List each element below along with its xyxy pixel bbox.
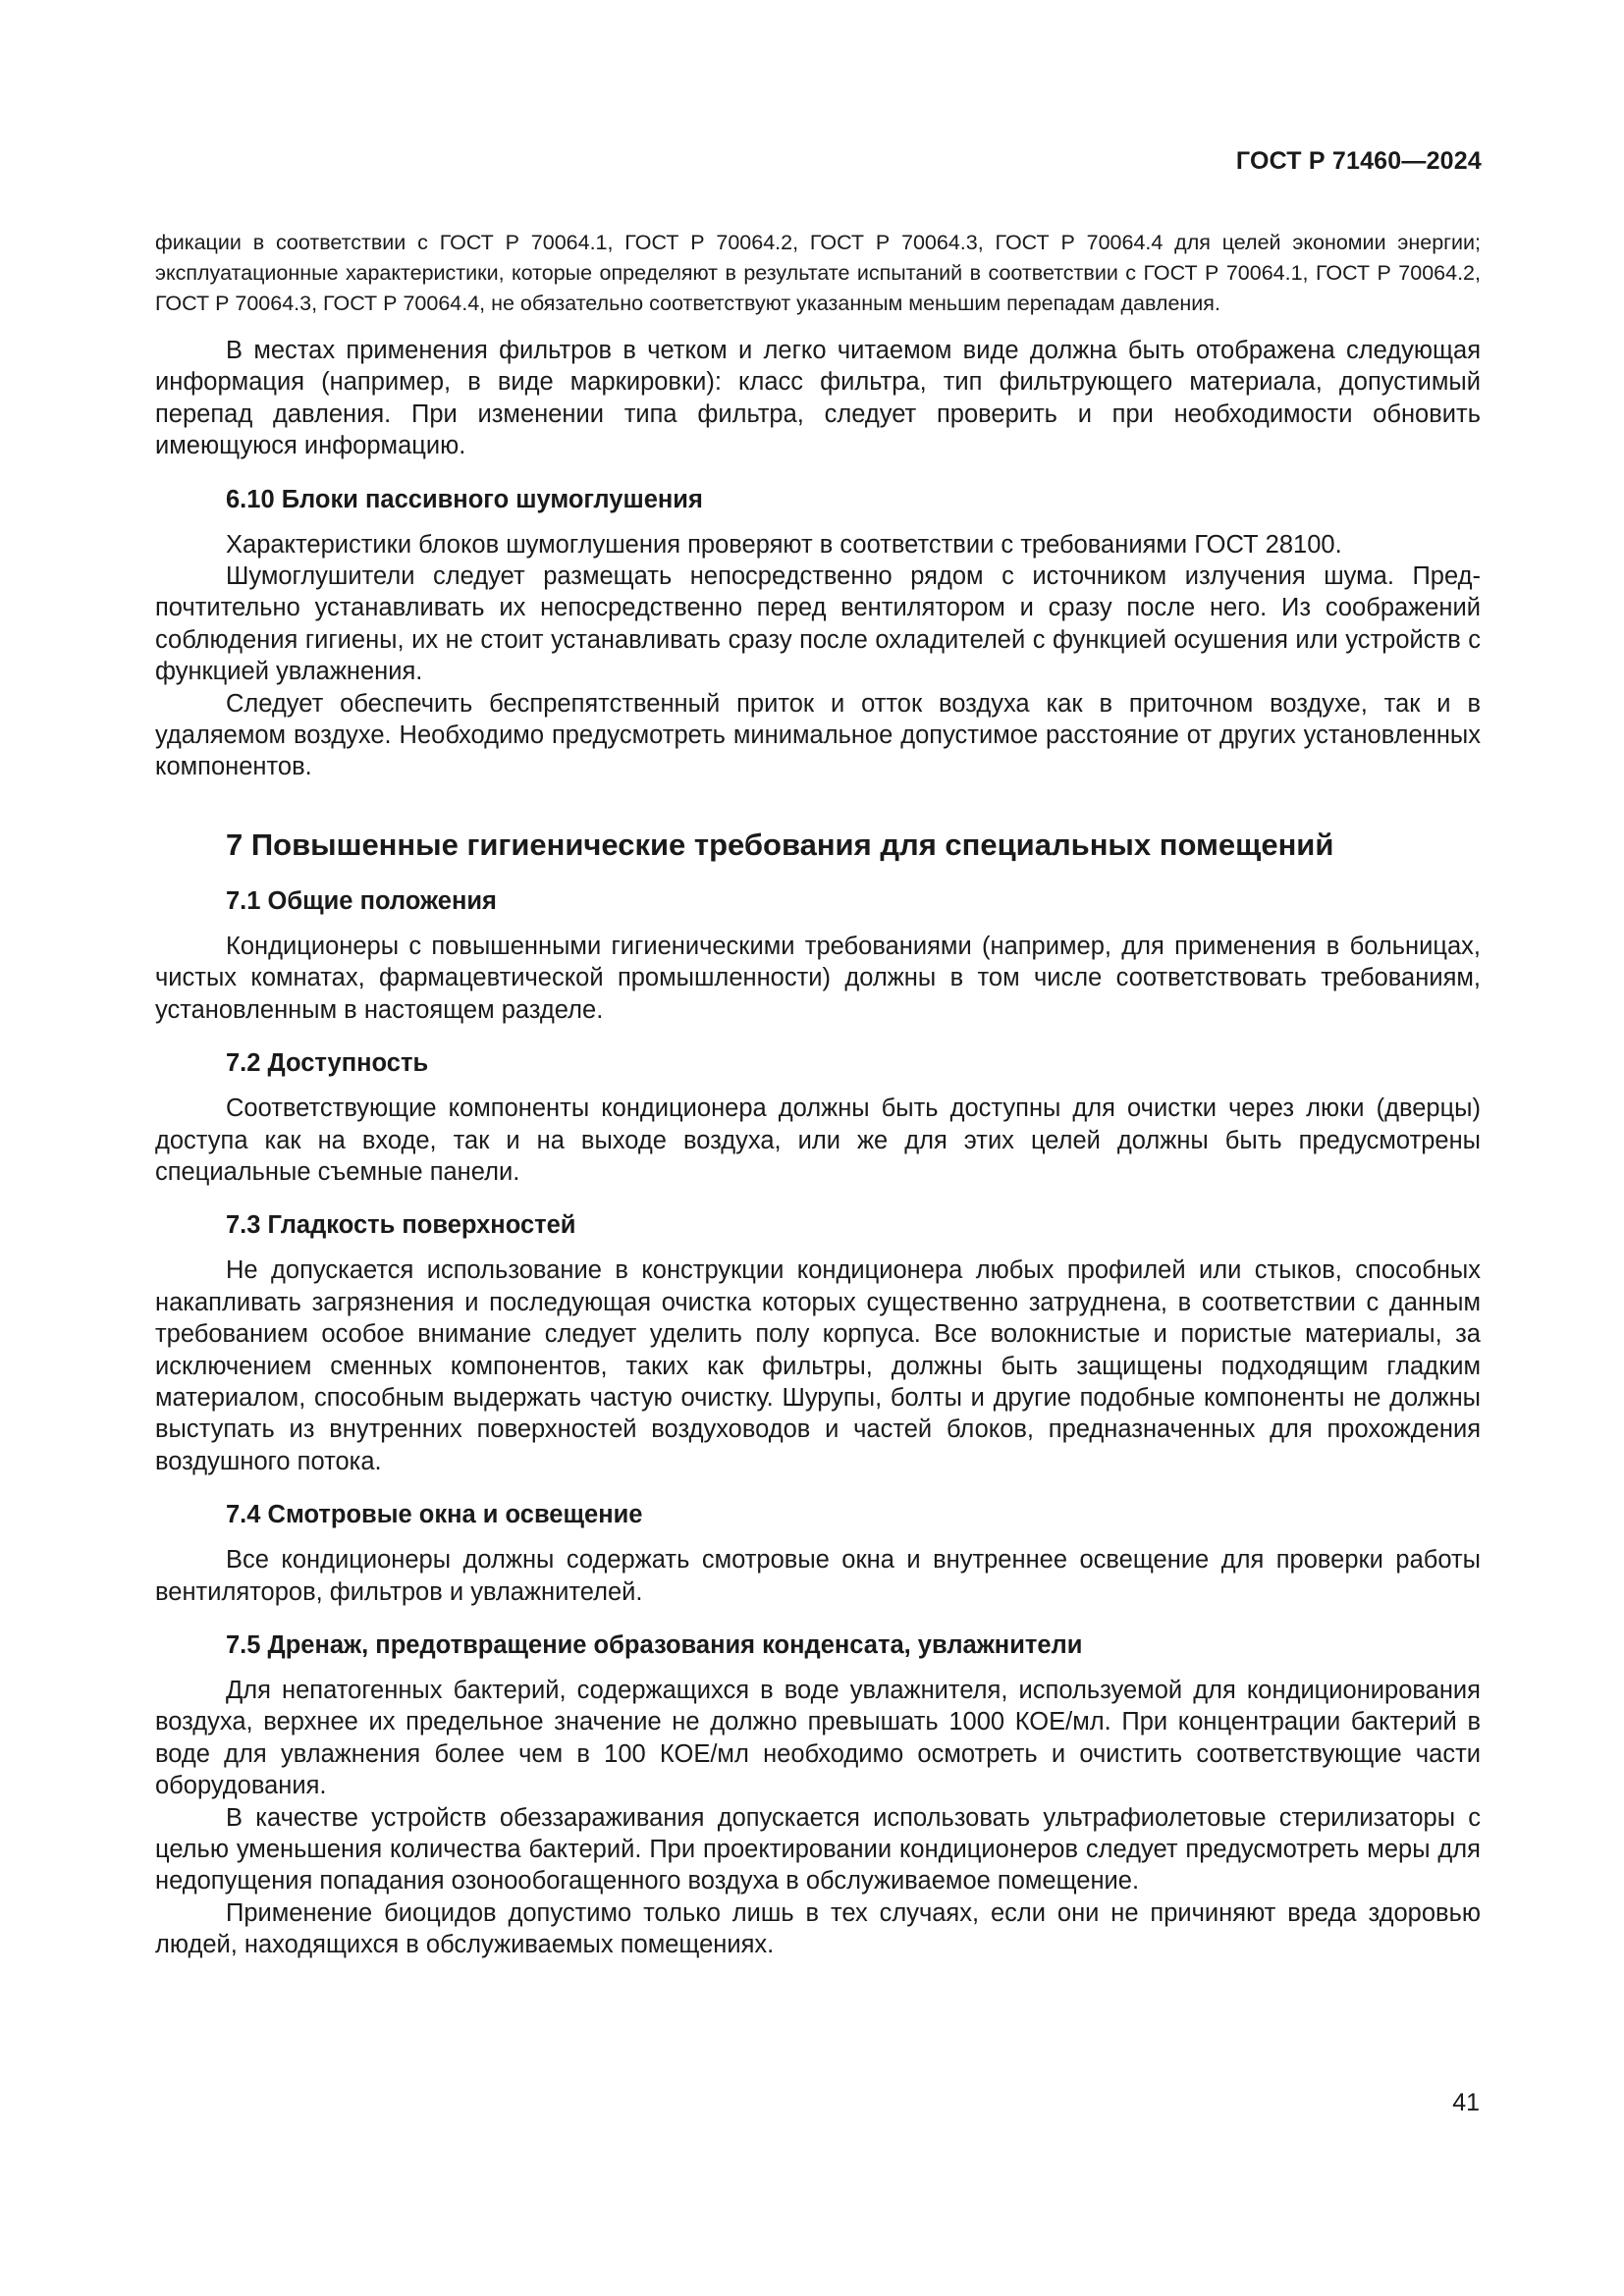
heading-section-7: 7 Повышенные гигиенические требования для специальных помещений [226, 827, 1334, 862]
paragraph-filter-marking: В местах применения фильтров в четком и легко читаемом виде должна быть отображена следующая информация (например, в виде маркировки): класс фильтра, тип фильтрующего материала, допустимый перепад давления. При изменении типа фильтра, следует проверить и при необходимости обновить имеющуюся информацию. [155, 337, 1481, 460]
paragraph-general-provisions: Кондиционеры с повышенными гигиеническими требованиями (например, для применения в больницах, чистых комнатах, фармацевтической промышленности) должны в том числе соответствовать требованиям, установленным в настоящем разделе. [155, 932, 1481, 1024]
heading-7-5: 7.5 Дренаж, предотвращение образования конденсата, увлажнители [226, 1630, 1083, 1659]
paragraph-uv-sterilizers: В качестве устройств обеззараживания допускается использовать ультрафиолетовые стерилизаторы с целью уменьшения количества бактерий. При проектировании кондиционеров следует предусмотреть меры для недопущения попадания озонообогащенного воздуха в обслуживаемое помещение. [155, 1803, 1481, 1896]
paragraph-silencer-airflow: Следует обеспечить беспрепятственный приток и отток воздуха как в приточном воздухе, так и в удаляемом воздухе. Необходимо предусмотреть минимальное допустимое расстояние от других установленных компонентов. [155, 689, 1481, 781]
paragraph-biocides: Применение биоцидов допустимо только лишь в тех случаях, если они не причиняют вреда здоровью людей, находящихся в обслуживаемых помещениях. [155, 1898, 1481, 1959]
paragraph-bacteria-limit: Для непатогенных бактерий, содержащихся в воде увлажнителя, используемой для кондиционирования воздуха, верхнее их предельное значение не должно превышать 1000 КОЕ/мл. При концентрации бактерий в воде для увлажнения более чем в 100 КОЕ/мл необходимо осмотреть и очистить соответствующие части оборудования. [155, 1676, 1481, 1800]
paragraph-inspection-windows: Все кондиционеры должны содержать смотровые окна и внутреннее освещение для проверки работы вентиляторов, фильтров и увлажнителей. [155, 1546, 1481, 1606]
page-number: 41 [1452, 2089, 1480, 2116]
heading-6-10: 6.10 Блоки пассивного шумоглушения [226, 485, 703, 513]
document-header-id: ГОСТ Р 71460—2024 [1235, 147, 1482, 175]
heading-7-1: 7.1 Общие положения [226, 886, 497, 915]
paragraph-surface-smoothness: Не допускается использование в конструкции кондиционера любых профилей или стыков, способных накапливать загрязнения и последующая очистка которых существенно затруднена, в соответствии с данным требованием особое внимание следует уделить полу корпуса. Все волокнистые и пористые материалы, за исключением сменных компонентов, таких как фильтры, должны быть защищены подходящим гладким материалом, способным выдержать частую очистку. Шурупы, болты и другие подобные компоненты не должны выступать из внутренних поверхностей воздуховодов и частей блоков, предназначенных для прохождения воздушного потока. [155, 1256, 1481, 1475]
document-body [155, 228, 1481, 1961]
paragraph-silencer-characteristics: Характеристики блоков шумоглушения проверяют в соответствии с требованиями ГОСТ 28100. [226, 530, 1342, 559]
heading-7-3: 7.3 Гладкость поверхностей [226, 1211, 576, 1240]
heading-7-2: 7.2 Доступность [226, 1049, 429, 1078]
paragraph-filter-note: фикации в соответствии с ГОСТ Р 70064.1, ГОСТ Р 70064.2, ГОСТ Р 70064.3, ГОСТ Р 70064.4 для целей экономии энергии; эксплуатационные характеристики, которые определяют в результате испытаний в соответствии с ГОСТ Р 70064.1, ГОСТ Р 70064.2, ГОСТ Р 70064.3, ГОСТ Р 70064.4, не обязательно соответствуют указанным меньшим перепадам давления. [155, 231, 1481, 315]
paragraph-silencer-placement: Шумоглушители следует размещать непосредственно рядом с источником излучения шума. Предпочтительно устанавливать их непосредственно перед вентилятором и сразу после него. Из соображений соблюдения гигиены, их не стоит устанавливать сразу после охладителей с функцией осушения или устройств с функцией увлажнения. [155, 562, 1481, 686]
paragraph-accessibility: Соответствующие компоненты кондиционера должны быть доступны для очистки через люки (дверцы) доступа как на входе, так и на выходе воздуха, или же для этих целей должны быть предусмотрены специальные съемные панели. [155, 1095, 1481, 1186]
heading-7-4: 7.4 Смотровые окна и освещение [226, 1501, 643, 1529]
